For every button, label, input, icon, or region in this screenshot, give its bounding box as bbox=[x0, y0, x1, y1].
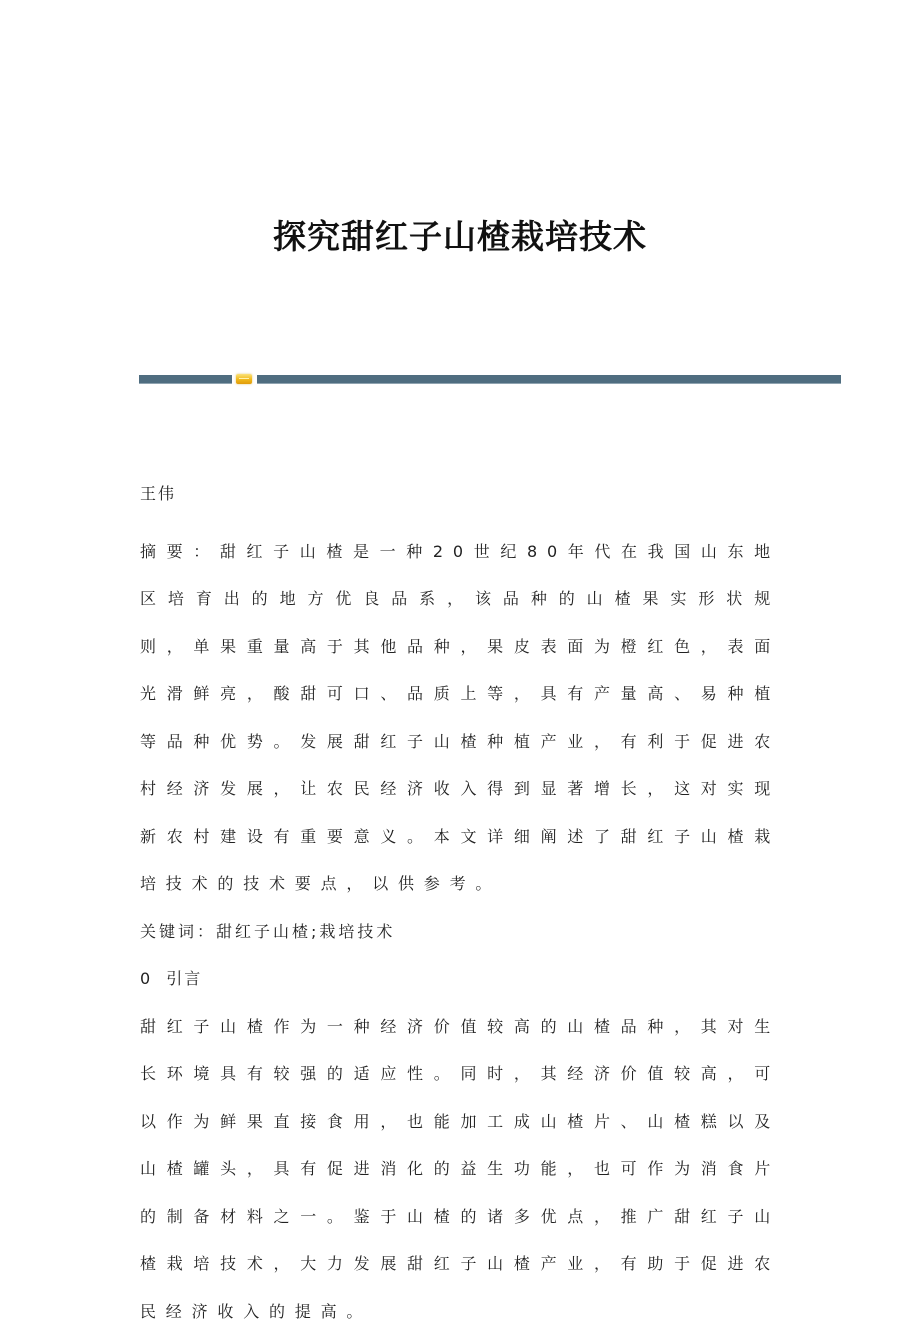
document-title: 探究甜红子山楂栽培技术 bbox=[0, 212, 920, 262]
divider-bar-right bbox=[257, 375, 841, 384]
section-title: 引言 bbox=[166, 969, 202, 988]
abstract-paragraph: 摘要：甜红子山楂是一种20世纪80年代在我国山东地区培育出的地方优良品系，该品种的山楂果实形状规则，单果重量高于其他品种，果皮表面为橙红色，表面光滑鲜亮，酸甜可口、品质上等，具有产量高、易种植等品种优势。发展甜红子山楂种植产业，有利于促进农村经济发展，让农民经济收入得到显著增长，这对实现新农村建设有重要意义。本文详细阐述了甜红子山楂栽培技术的技术要点，以供参考。 bbox=[140, 528, 780, 908]
gem-ornament-icon bbox=[236, 374, 252, 384]
title-divider bbox=[139, 375, 841, 384]
section-heading bbox=[140, 955, 780, 1003]
keywords-line: 关键词：甜红子山楂;栽培技术 bbox=[140, 908, 780, 956]
document-body bbox=[140, 470, 780, 1335]
divider-bar-left bbox=[139, 375, 232, 384]
author-name: 王伟 bbox=[140, 470, 780, 518]
intro-paragraph: 甜红子山楂作为一种经济价值较高的山楂品种，其对生长环境具有较强的适应性。同时，其经济价值较高，可以作为鲜果直接食用，也能加工成山楂片、山楂糕以及山楂罐头，具有促进消化的益生功能，也可作为消食片的制备材料之一。鉴于山楂的诸多优点，推广甜红子山楂栽培技术，大力发展甜红子山楂产业，有助于促进农民经济收入的提高。 bbox=[140, 1003, 780, 1335]
section-number: 0 bbox=[140, 969, 152, 988]
